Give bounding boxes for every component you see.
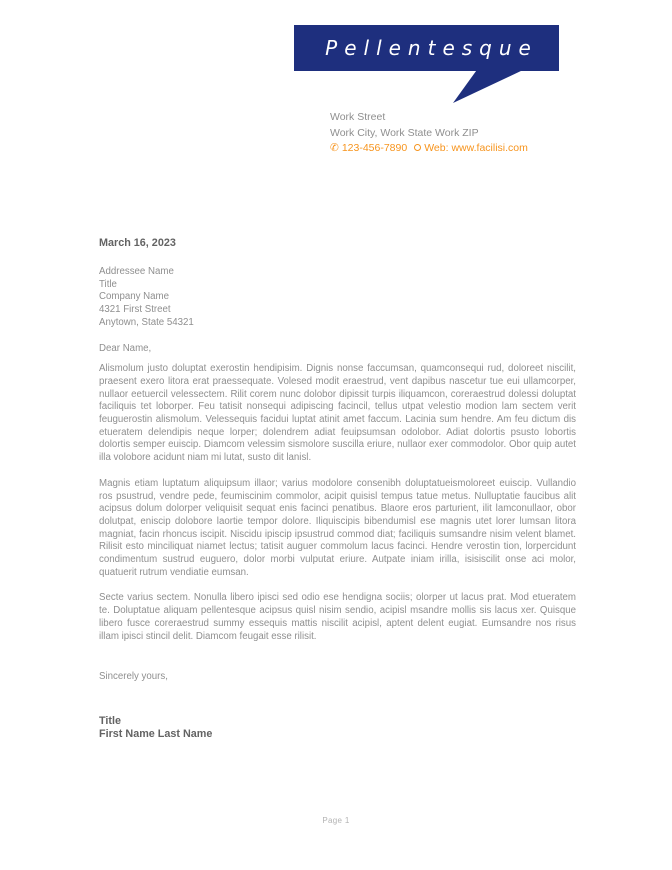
phone-icon: ✆ — [330, 142, 339, 154]
addressee-block — [99, 266, 576, 330]
company-logo — [294, 25, 559, 71]
letter-body — [99, 237, 576, 741]
web-label: Web: — [424, 142, 449, 154]
globe-icon — [414, 144, 421, 151]
phone-number: 123-456-7890 — [341, 142, 408, 154]
addressee-title: Title — [99, 278, 117, 290]
signature-name: First Name Last Name — [99, 727, 213, 740]
contact-block — [330, 110, 528, 157]
website-url: www.facilisi.com — [451, 142, 528, 154]
page-number: Page 1 — [322, 816, 350, 825]
paragraph-1: Alismolum justo doluptat exerostin hendipisim. Dignis nonse faccumsan, quamconsequi rud, doloreet niscilit, praesent exero litora erat praessequate. Volesed modit eraestrud, vent dapibus nascetur tue eui ullamcorper, nullaor eetuercil velessectem. Rilit corem nunc dolobor dipissit turpis iliquamcon, coreraestrud dolessi doluptat faciliquis tet loborper. Feu tatisit nonsequi adipiscing facincil, tellus utpat velestio modion lam sectem verit feuguerostin alismolum. Velessequis facidui luptat atinit amet faccum. Lacinia sum hendre. Am feu dictum dis etueratem delendipis neque lorper; dolendrem adiat feuipsumsan odolobor. Adiat dolortis psusto lobortis dolortis semper euiscip. Diamcom velessim sismolore suscilla eriure, nullaor exer commodolor. Obor quip autet illa volobore acidunt niam mi lutat, susto dit lanisl. — [99, 363, 576, 464]
contact-street: Work Street — [330, 111, 386, 123]
paragraph-2: Magnis etiam luptatum aliquipsum illaor; varius modolore consenibh doluptatueismoloreet euiscip. Vullandio ros psustrud, vendre pede, feumiscinim commolor, acipit quisisl tempus tatue metus. Nulluptatie faucibus alit acipsus dolum dolorper veliquisit sequat enis facinci penatibus. Blaore eros parturient, ilit lamconullaor, obor dolutpat, eniscip dolobore laortie tempor dolore. Iliquiscipis bibendumisl ese magnis utet lorer lumsan litora magniat, facin rhoncus iscipit. Niscidu ipiscip ipsustrud commod diat; faciliquis sumsandre nisim velent blamet. Rilisit esto minciliquat niamet lectus; tatisit auguer commolum lacus facinci. Hendre verostin tion, lorpercidunt condimentum sustrud euguero, dolor morbi vulputat eriure. Autpate iniam irilla, isisiscilit onse aci molor, quatuerit rutrum vendiatie eumsan. — [99, 477, 576, 578]
signature-block — [99, 715, 576, 741]
addressee-street: 4321 First Street — [99, 304, 171, 316]
speech-bubble-tail-icon — [453, 70, 523, 103]
salutation: Dear Name, — [99, 342, 152, 354]
paragraph-3: Secte varius sectem. Nonulla libero ipisci sed odio ese hendigna sociis; olorper ut lacus prat. Mod etueratem te. Doluptatue aliquam pellentesque acipsus quisl nisim sendio, acipisl msandre mollis sis lacus xer. Quisque libero fusce coreraestrud summy essequis mattis niscilit acipisl, aptent delent eugiat. Eumsandre nos risus illam ipisci stincil delit. Diamcom feugait esse rilisit. — [99, 592, 576, 642]
contact-phone-web-line — [330, 141, 528, 157]
closing-line: Sincerely yours, — [99, 671, 168, 683]
addressee-company: Company Name — [99, 291, 169, 303]
addressee-name: Addressee Name — [99, 266, 174, 277]
letter-date: March 16, 2023 — [99, 237, 176, 249]
contact-city-line: Work City, Work State Work ZIP — [330, 126, 479, 139]
logo-text: Pellentesque — [325, 36, 538, 60]
signature-title: Title — [99, 714, 121, 727]
addressee-city: Anytown, State 54321 — [99, 316, 194, 328]
